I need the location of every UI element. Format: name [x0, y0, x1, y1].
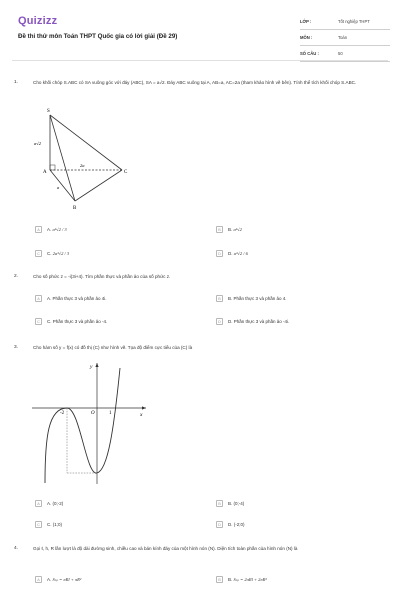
option-letter-box: A [35, 576, 42, 583]
vertex-label-b: B [73, 206, 77, 211]
option-text: B. Phần thực 3 và phần ảo 4. [228, 296, 287, 301]
option-letter-box: B [216, 576, 223, 583]
meta-key: MÔN : [300, 35, 313, 40]
tick-label-1: 1 [109, 411, 112, 416]
question-text: Gọi ℓ, h, R lần lượt là độ dài đường sinh, chiều cao và bán kính đáy của một hình nón (N). Diện tích toàn phần của hình nón (N) là [33, 546, 298, 551]
meta-value: Toán [338, 35, 348, 40]
quizizz-logo: Quizizz [18, 15, 58, 27]
vertex-label-s: S [47, 109, 50, 114]
option-letter-box: A [35, 500, 42, 507]
option-letter-box: B [216, 500, 223, 507]
option-label: B. [228, 577, 233, 582]
question-text: Cho khối chóp S.ABC có SA vuông góc với đáy (ABC), SA = a√2. Đáy ABC vuông tại A, AB=a, AC=2a (tham khảo hình vẽ bên). Tính thể tích khối chóp S.ABC. [33, 80, 357, 85]
q1-option-b[interactable] [216, 226, 242, 233]
meta-key: SỐ CÂU : [300, 51, 319, 56]
q1-option-d[interactable] [216, 250, 248, 257]
option-text: C. Phần thực 3 và phần ảo -4. [47, 319, 108, 324]
option-value: a³√2 / 3 [52, 227, 67, 232]
meta-value: Tốt nghiệp THPT [338, 19, 370, 24]
tick-label-minus-2: -2 [60, 411, 65, 416]
question-number: 3. [14, 345, 19, 350]
q4-option-b[interactable] [216, 576, 267, 583]
worksheet-meta [300, 14, 390, 62]
question-number: 1. [14, 80, 19, 85]
meta-value: 50 [338, 51, 343, 56]
q3-option-d[interactable] [216, 521, 245, 528]
q3-option-b[interactable] [216, 500, 244, 507]
origin-label: O [91, 411, 95, 416]
axis-label-y: y [90, 364, 93, 370]
option-text: B. (0;-4) [228, 501, 245, 506]
edge-label-sa: a√2 [34, 141, 41, 146]
axis-label-x: x [140, 412, 143, 418]
edge-label-ac: 2a [80, 163, 85, 168]
question-number: 2. [14, 274, 19, 279]
option-letter-box: B [216, 295, 223, 302]
meta-row-subject [300, 30, 390, 46]
option-label: C. [47, 251, 52, 256]
option-letter-box: B [216, 226, 223, 233]
option-text: D. Phần thực 3 và phần ảo -4i. [228, 319, 290, 324]
option-letter-box: C [35, 250, 42, 257]
header-divider [12, 60, 388, 61]
option-text: A. Phần thực 3 và phần ảo 4i. [47, 296, 107, 301]
q2-option-c[interactable] [35, 318, 107, 325]
meta-row-grade [300, 14, 390, 30]
option-letter-box: A [35, 295, 42, 302]
option-label: A. [47, 577, 52, 582]
option-value: 2a³√2 / 3 [52, 251, 70, 256]
q2-option-b[interactable] [216, 295, 287, 302]
q3-option-a[interactable] [35, 500, 63, 507]
option-text: D. (-2;0) [228, 522, 245, 527]
pyramid-figure [30, 103, 130, 213]
meta-key: LỚP : [300, 19, 312, 24]
option-letter-box: A [35, 226, 42, 233]
q4-option-a[interactable] [35, 576, 81, 583]
question-text: Cho số phức z = -i(3i+4). Tìm phần thực và phần ảo của số phức z. [33, 274, 171, 279]
q1-option-a[interactable] [35, 226, 67, 233]
option-text: C. (1;0) [47, 522, 63, 527]
q3-option-c[interactable] [35, 521, 62, 528]
option-letter-box: C [35, 521, 42, 528]
option-label: A. [47, 227, 52, 232]
function-graph [30, 358, 150, 488]
option-letter-box: D [216, 318, 223, 325]
option-label: B. [228, 227, 233, 232]
option-text: A. (0;-2) [47, 501, 64, 506]
vertex-label-c: C [124, 170, 128, 175]
option-value: a³√2 [233, 227, 242, 232]
page-title: Đề thi thử môn Toán THPT Quốc gia có lời giải (Đề 29) [18, 33, 178, 40]
option-label: D. [228, 251, 233, 256]
option-value: Sₜₚ = πRl + πR² [52, 576, 82, 582]
q2-option-a[interactable] [35, 295, 107, 302]
option-letter-box: D [216, 250, 223, 257]
edge-label-ab: a [57, 185, 60, 190]
option-letter-box: C [35, 318, 42, 325]
vertex-label-a: A [43, 170, 47, 175]
option-value: a³√2 / 6 [233, 251, 248, 256]
option-letter-box: D [216, 521, 223, 528]
q1-option-c[interactable] [35, 250, 69, 257]
q2-option-d[interactable] [216, 318, 289, 325]
question-text: Cho hàm số y = f(x) có đồ thị (C) như hình vẽ. Tọa độ điểm cực tiểu của (C) là [33, 345, 193, 350]
question-number: 4. [14, 546, 19, 551]
option-value: Sₜₚ = 2πRl + 2πR² [233, 576, 267, 582]
